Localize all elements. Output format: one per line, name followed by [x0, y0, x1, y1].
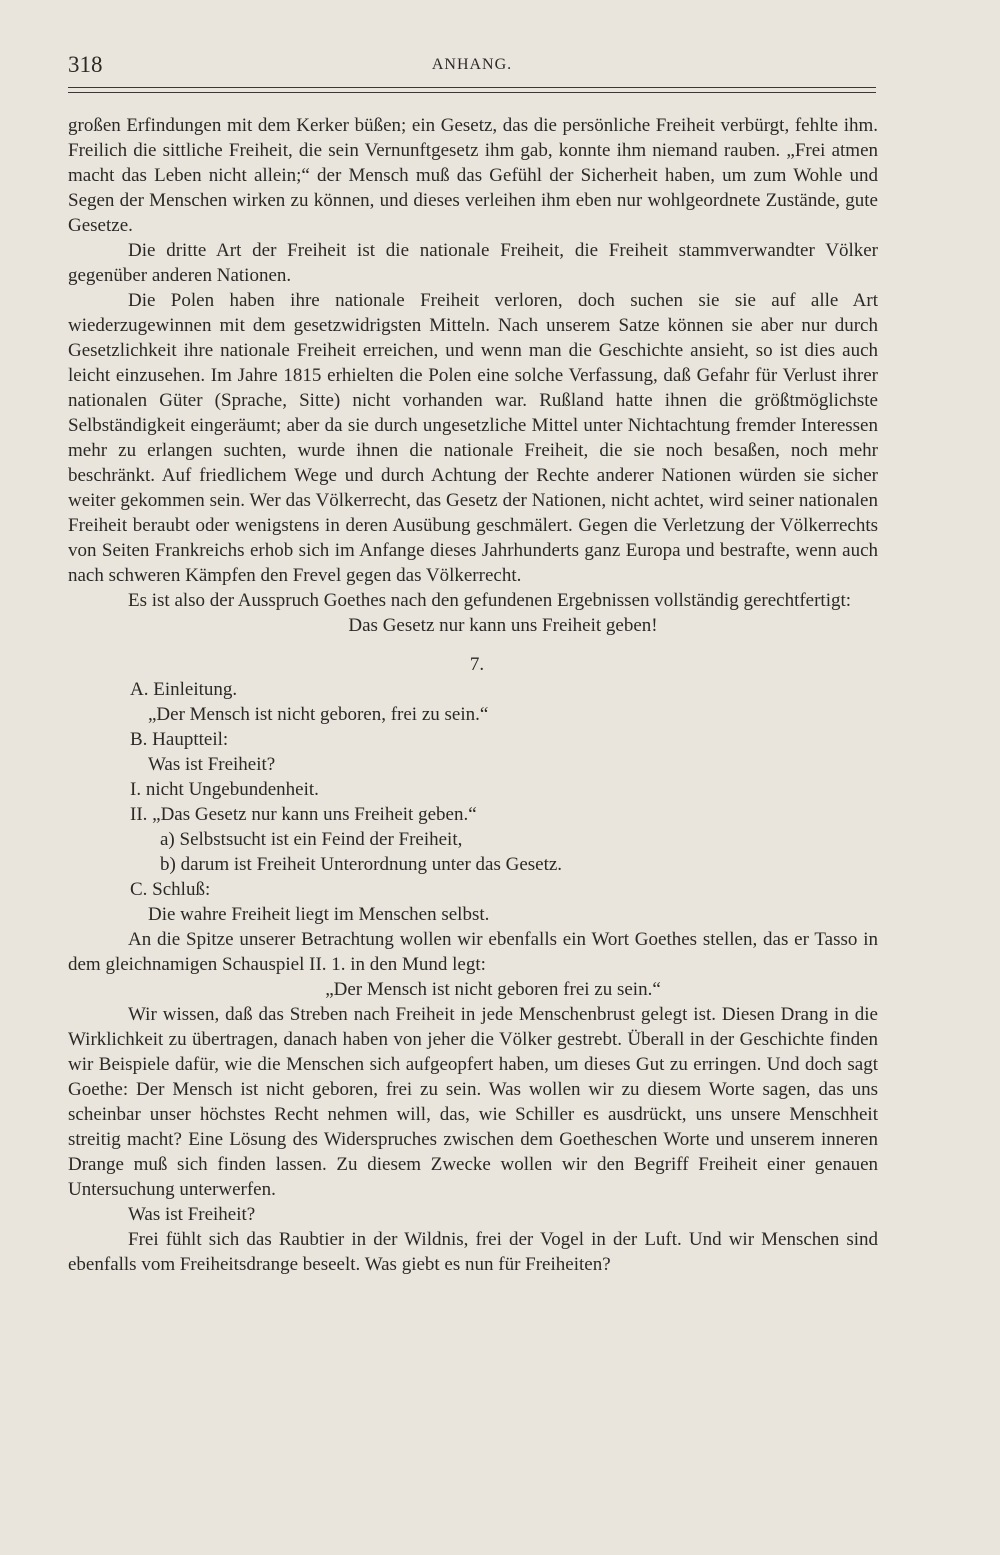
outline-item: B. Hauptteil:	[130, 729, 229, 750]
outline-item: II. „Das Gesetz nur kann uns Freiheit geben.“	[130, 804, 477, 825]
paragraph: Frei fühlt sich das Raubtier in der Wildnis, frei der Vogel in der Luft. Und wir Menschen sind ebenfalls vom Freiheitsdrange beseelt. Was giebt es nun für Freiheiten?	[68, 1229, 878, 1275]
outline-item: A. Einleitung.	[130, 679, 238, 700]
page-header	[68, 52, 876, 82]
paragraph: Was ist Freiheit?	[128, 1204, 256, 1225]
running-head: ANHANG.	[431, 56, 513, 73]
paragraph: Die dritte Art der Freiheit ist die nationale Freiheit, die Freiheit stammverwandter Völker gegenüber anderen Nationen.	[68, 240, 878, 286]
outline-item: C. Schluß:	[130, 879, 211, 900]
outline-item: I. nicht Ungebundenheit.	[130, 779, 319, 800]
section-number: 7.	[469, 654, 485, 675]
outline-item: a) Selbstsucht ist ein Feind der Freiheit,	[160, 829, 463, 850]
header-rule-bottom	[68, 92, 876, 93]
quote: „Der Mensch ist nicht geboren frei zu sein.“	[325, 979, 661, 1000]
paragraph: Es ist also der Ausspruch Goethes nach den gefundenen Ergebnissen vollständig gerechtfertigt:	[128, 590, 852, 611]
body-text	[68, 113, 878, 1277]
outline-item: b) darum ist Freiheit Unterordnung unter das Gesetz.	[160, 854, 563, 875]
paragraph: Die Polen haben ihre nationale Freiheit verloren, doch suchen sie sie auf alle Art wiederzugewinnen mit dem gesetzwidrigsten Mitteln. Nach unserem Satze können sie aber nur durch Gesetzlichkeit ihre nationale Freiheit erreichen, und wenn man die Geschichte ansieht, so ist dies auch leicht einzusehen. Im Jahre 1815 erhielten die Polen eine solche Verfassung, daß Gefahr für Verlust ihrer nationalen Güter (Sprache, Sitte) nicht vorhanden war. Rußland hatte ihnen die größtmöglichste Selbständigkeit eingeräumt; aber da sie durch ungesetzliche Mittel unter Nichtachtung fremder Interessen mehr zu erlangen suchten, wurde ihnen die nationale Freiheit, die sie noch besaßen, noch mehr beschränkt. Auf friedlichem Wege und durch Achtung der Rechte anderer Nationen würden sie sicher weiter gekommen sein. Wer das Völkerrecht, das Gesetz der Nationen, nicht achtet, wird seiner nationalen Freiheit beraubt oder wenigstens in deren Ausübung geschmälert. Gegen die Verletzung der Völkerrechts von Seiten Frankreichs erhob sich im Anfange dieses Jahrhunderts ganz Europa und bestrafte, wenn auch nach schweren Kämpfen den Frevel gegen das Völkerrecht.	[68, 290, 878, 586]
outline-item: Die wahre Freiheit liegt im Menschen selbst.	[148, 904, 490, 925]
page-number: 318	[68, 52, 103, 77]
outline-item: „Der Mensch ist nicht geboren, frei zu sein.“	[148, 704, 489, 725]
paragraph: großen Erfindungen mit dem Kerker büßen; ein Gesetz, das die persönliche Freiheit verbürgt, fehlte ihm. Freilich die sittliche Freiheit, die sein Vernunftgesetz ihm gab, konnte ihm niemand rauben. „Frei atmen macht das Leben nicht allein;“ der Mensch muß das Gefühl der Sicherheit haben, um zum Wohle und Segen der Menschen wirken zu können, und dieses verleihen ihm eben nur wohlgeordnete Zustände, gute Gesetze.	[68, 115, 878, 236]
outline-item: Was ist Freiheit?	[148, 754, 276, 775]
paragraph: An die Spitze unserer Betrachtung wollen wir ebenfalls ein Wort Goethes stellen, das er Tasso in dem gleichnamigen Schauspiel II. 1. in den Mund legt:	[68, 929, 878, 975]
header-rule-top	[68, 87, 876, 88]
paragraph: Wir wissen, daß das Streben nach Freiheit in jede Menschenbrust gelegt ist. Diesen Drang in die Wirklichkeit zu übertragen, danach haben von jeher die Völker gestrebt. Überall in der Geschichte finden wir Beispiele dafür, wie die Menschen sich aufgeopfert haben, um dieses Gut zu erringen. Und doch sagt Goethe: Der Mensch ist nicht geboren, frei zu sein. Was wollen wir zu diesem Worte sagen, das uns scheinbar unser höchstes Recht nehmen will, das, wie Schiller es ausdrückt, uns unsere Menschheit streitig macht? Eine Lösung des Widerspruches zwischen dem Goetheschen Worte und unserem inneren Drange muß sich finden lassen. Zu diesem Zwecke wollen wir den Begriff Freiheit einer genauen Untersuchung unterwerfen.	[68, 1004, 878, 1200]
quote: Das Gesetz nur kann uns Freiheit geben!	[348, 615, 658, 636]
